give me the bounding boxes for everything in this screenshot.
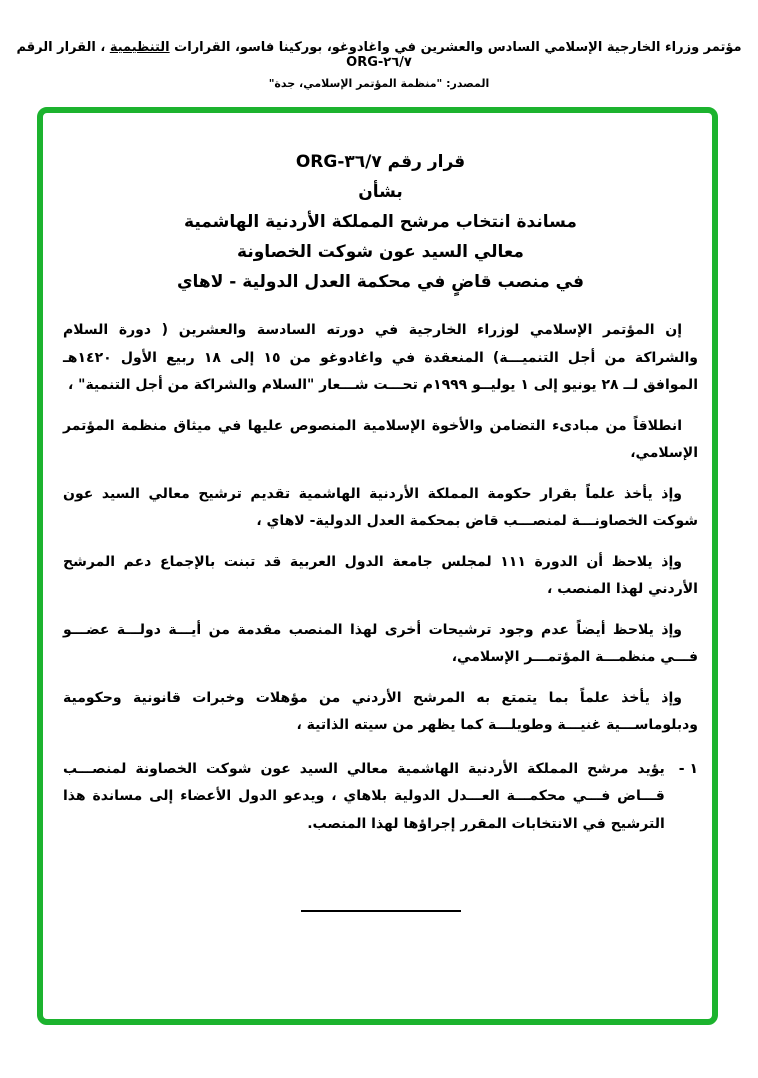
title-subject-line1: مساندة انتخاب مرشح المملكة الأردنية الهاشمية bbox=[184, 212, 577, 232]
item-number: ١ - bbox=[678, 760, 698, 777]
preamble-paragraph: وإذ يأخذ علماً بما يتمتع به المرشح الأردني من مؤهلات وخبرات قانونية وحكومية ودبلوماســـية غنيـــة وطويلـــة كما يظهر من سيته الذاتية ، bbox=[63, 689, 698, 733]
item-text: يؤيد مرشح المملكة الأردنية الهاشمية معالي السيد عون شوكت الخصاونة لمنصـــب قـــاض فـــي محكمـــة العـــدل الدولية بلاهاي ، ويدعو الدول الأعضاء إلى مساندة هذا الترشيح في الانتخابات المقرر إجراؤها لهذا المنصب. bbox=[63, 760, 665, 832]
header-resolution-ref: ORG-٢٦/٧ bbox=[346, 55, 412, 70]
green-border-frame bbox=[37, 107, 718, 1025]
header-title-underlined-word: التنظيمية bbox=[109, 40, 170, 55]
preamble-paragraph: وإذ يأخذ علماً بقرار حكومة المملكة الأردنية الهاشمية تقديم ترشيح معالي السيد عون شوكت الخصاونـــة لمنصـــب قاض بمحكمة العدل الدولية- لاهاي ، bbox=[63, 485, 698, 529]
preamble-paragraph: وإذ يلاحظ أيضاً عدم وجود ترشيحات أخرى لهذا المنصب مقدمة من أيـــة دولـــة عضـــو فـــي منظمـــة المؤتمـــر الإسلامي، bbox=[63, 621, 698, 665]
preamble-paragraph: وإذ يلاحظ أن الدورة ١١١ لمجلس جامعة الدول العربية قد تبنت بالإجماع دعم المرشح الأردني لهذا المنصب ، bbox=[63, 553, 698, 597]
operative-paragraph-1 bbox=[63, 756, 698, 839]
header-source-line: المصدر: "منظمة المؤتمر الإسلامي، جدة" bbox=[268, 77, 490, 90]
header-title-line bbox=[0, 40, 758, 70]
header-title-text: مؤتمر وزراء الخارجية الإسلامي السادس والعشرين في واغادوغو، بوركينا فاسو، القرارات bbox=[174, 40, 742, 55]
title-subject-line3: في منصب قاضٍ في محكمة العدل الدولية - لاهاي bbox=[176, 272, 585, 292]
preamble-paragraph: انطلاقاً من مبادىء التضامن والأخوة الإسلامية المنصوص عليها في ميثاق منظمة المؤتمر الإسلامي، bbox=[63, 417, 698, 461]
document-header bbox=[0, 0, 758, 90]
title-subject-line2: معالي السيد عون شوكت الخصاونة bbox=[237, 242, 524, 262]
title-resolution-number bbox=[63, 147, 698, 177]
title-number-ref: ORG-٣٦/٧ bbox=[295, 152, 382, 172]
closing-divider bbox=[301, 910, 461, 912]
resolution-content bbox=[43, 113, 712, 912]
preamble-paragraph: إن المؤتمر الإسلامي لوزراء الخارجية في دورته السادسة والعشرين ( دورة السلام والشراكة من أجل التنميـــة) المنعقدة في واغادوغو من ١٥ إلى ١٨ ربيع الأول ١٤٢٠هـ الموافق لــ ٢٨ يونيو إلى ١ يوليــو ١٩٩٩م تحـــت شـــعار "السلام والشراكة من أجل التنمية" ، bbox=[63, 322, 699, 393]
resolution-title-block bbox=[63, 147, 698, 297]
title-regarding: بشأن bbox=[358, 182, 403, 202]
title-number-label: قرار رقم bbox=[387, 152, 466, 172]
header-title-text-tail: ، القرار الرقم bbox=[16, 40, 106, 55]
